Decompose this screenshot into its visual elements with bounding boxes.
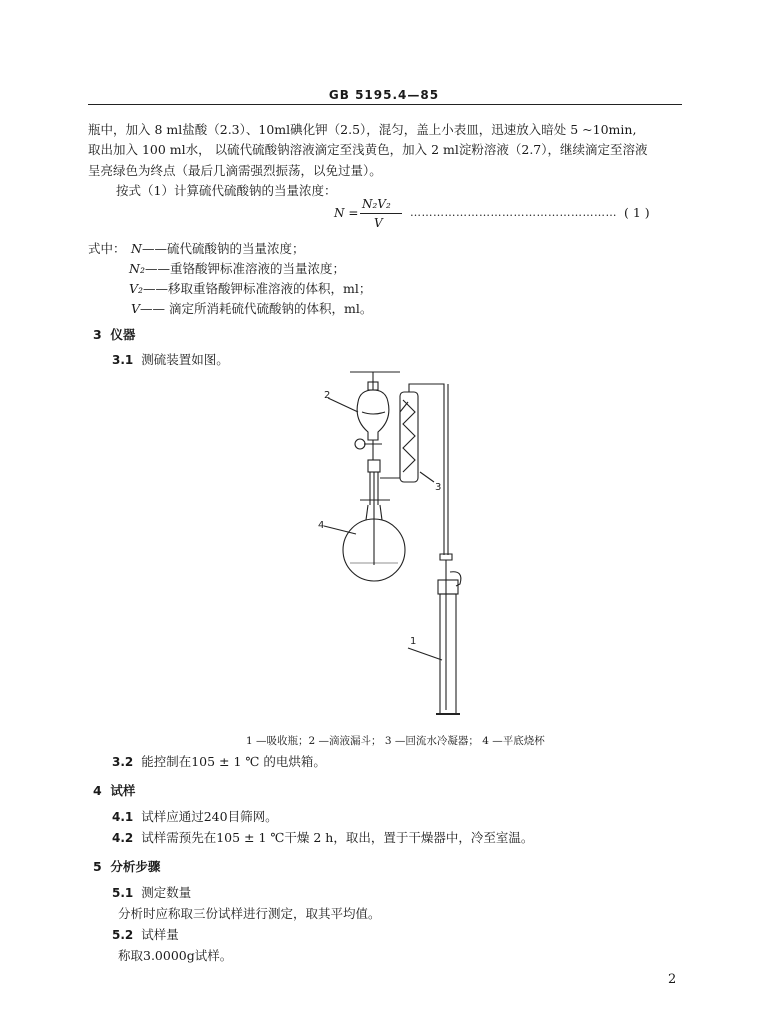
definition-item [129,259,345,277]
paragraph-line: 取出加入 100 ml水， 以硫代硫酸钠溶液滴定至浅黄色，加入 2 ml淀粉溶液（2.7），继续滴定至溶液 [88,142,648,157]
formula-denominator: V [374,216,383,230]
tube-clamp [440,554,452,560]
formula-numerator: N₂V₂ [362,197,391,211]
leader-line-4 [324,526,356,534]
formula-number: ( 1 ) [624,205,650,220]
standard-number: GB 5195.4—85 [328,88,440,102]
adapter-joint [368,460,380,472]
subsection-line [112,752,326,770]
section-heading [93,325,135,343]
absorption-bottle [440,594,456,714]
definition-symbol: V [131,301,141,316]
section-number: 3 [93,327,102,342]
section-title: 试样 [110,783,136,798]
definition-text: —— 滴定所消耗硫代硫酸钠的体积，ml。 [140,301,373,316]
definition-item [131,239,304,257]
subsection-line [112,883,191,901]
paragraph-line: 称取3.0000g试样。 [118,948,233,963]
section-title: 仪器 [110,327,136,342]
figure-label-3: 3 [435,482,442,493]
stopcock-knob [355,439,365,449]
figure-caption: 1 —吸收瓶；2 —滴液漏斗； 3 —回流水冷凝器； 4 —平底烧杯 [246,735,545,747]
subsection-number: 3.1 [112,353,134,367]
condenser-coil [403,400,415,472]
page-number: 2 [668,972,677,987]
subsection-number: 4.1 [112,810,134,824]
section-heading [93,781,135,799]
subsection-title: 测定数量 [141,885,192,900]
paragraph-line: 分析时应称取三份试样进行测定，取其平均值。 [118,906,381,921]
subsection-number: 5.1 [112,886,134,900]
flask-neck [380,505,382,520]
subsection-number: 3.2 [112,755,134,769]
formula-lhs: N = [334,206,359,220]
subsection-line [112,828,533,846]
paragraph-line: 呈亮绿色为终点（最后几滴需强烈振荡，以免过量）。 [88,163,382,178]
dropping-funnel [357,390,389,440]
figure-label-1: 1 [410,636,417,647]
subsection-title: 试样量 [141,927,179,942]
sulfur-apparatus-figure [300,360,480,730]
leader-line-3 [420,472,434,482]
formula-leader-dots: ……………………………………………… [410,206,617,219]
flask-neck [366,505,368,520]
definition-text: ——重铬酸钾标准溶液的当量浓度； [144,261,345,276]
figure-label-4: 4 [318,520,325,531]
section-number: 5 [93,859,102,874]
definition-symbol: N₂ [129,261,145,276]
absorber-side-arm [450,572,461,586]
subsection-text: 试样应通过240目筛网。 [141,809,278,824]
subsection-text: 试样需预先在105 ± 1 ℃干燥 2 h，取出，置于干燥器中，冷至室温。 [141,830,534,845]
leader-line-1 [408,648,442,660]
side-arm [380,402,408,478]
definition-text: ——硫代硫酸钠的当量浓度； [141,241,305,256]
subsection-line [112,350,229,368]
section-heading [93,857,160,875]
section-title: 分析步骤 [110,859,161,874]
funnel-liquid-level [362,412,385,414]
definition-symbol: V₂ [129,281,144,296]
subsection-number: 5.2 [112,928,134,942]
subsection-line [112,925,179,943]
absorber-stopper [438,580,458,594]
paragraph-line: 瓶中，加入 8 ml盐酸（2.3）、10ml碘化钾（2.5），混匀，盖上小表皿，迅速放入暗处 5 ~10min, [88,122,637,137]
definition-item [129,279,371,297]
header-rule [88,104,682,105]
definition-item [131,299,372,317]
fraction-bar [360,213,402,214]
gas-outlet-tube [409,384,444,555]
subsection-line [112,807,278,825]
subsection-number: 4.2 [112,831,134,845]
paragraph-line: 按式（1）计算硫代硫酸钠的当量浓度： [116,183,337,198]
subsection-text: 测硫装置如图。 [141,352,229,367]
definition-symbol: N [131,241,142,256]
definitions-intro: 式中： [88,241,126,256]
leader-line-2 [328,398,358,412]
section-number: 4 [93,783,102,798]
figure-label-2: 2 [324,390,331,401]
subsection-text: 能控制在105 ± 1 ℃ 的电烘箱。 [141,754,326,769]
definition-text: ——移取重铬酸钾标准溶液的体积，ml； [143,281,372,296]
